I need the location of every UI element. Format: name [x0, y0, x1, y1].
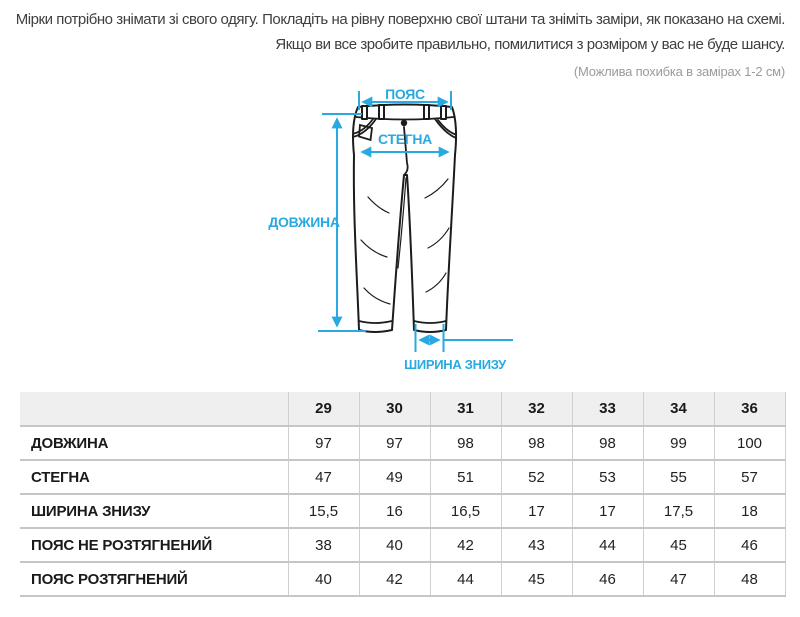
column-header: 34	[643, 392, 714, 426]
table-row	[20, 528, 785, 562]
table-cell: 46	[572, 562, 643, 596]
instruction-line-1: Мірки потрібно знімати зі свого одягу. Покладіть на рівну поверхню свої штани та зніміть заміри, як показано на схемі.	[15, 11, 785, 28]
table-cell: 47	[288, 460, 359, 494]
table-cell: 98	[430, 426, 501, 460]
size-table	[20, 392, 786, 597]
table-cell: 98	[501, 426, 572, 460]
header-instructions	[15, 7, 785, 79]
table-cell: 38	[288, 528, 359, 562]
table-cell: 44	[572, 528, 643, 562]
row-label: ДОВЖИНА	[20, 426, 288, 460]
table-cell: 17	[501, 494, 572, 528]
table-cell: 17	[572, 494, 643, 528]
column-header: 33	[572, 392, 643, 426]
row-label: ПОЯС НЕ РОЗТЯГНЕНИЙ	[20, 528, 288, 562]
table-row	[20, 562, 785, 596]
table-cell: 42	[359, 562, 430, 596]
tolerance-note: (Можлива похибка в замірах 1-2 см)	[573, 64, 785, 79]
column-header: 29	[288, 392, 359, 426]
instruction-line-2: Якщо ви все зробите правильно, помилитися з розміром у вас не буде шансу.	[275, 36, 785, 53]
hips-label: СТЕГНА	[377, 131, 433, 147]
table-cell: 55	[643, 460, 714, 494]
table-cell: 48	[714, 562, 785, 596]
column-header: 32	[501, 392, 572, 426]
table-cell: 42	[430, 528, 501, 562]
column-header: 36	[714, 392, 785, 426]
bottom-width-label: ШИРИНА ЗНИЗУ	[404, 357, 506, 372]
waist-label: ПОЯС	[385, 86, 425, 102]
table-cell: 15,5	[288, 494, 359, 528]
length-label: ДОВЖИНА	[268, 214, 340, 230]
table-corner-cell	[20, 392, 288, 426]
row-label: ШИРИНА ЗНИЗУ	[20, 494, 288, 528]
row-label: ПОЯС РОЗТЯГНЕНИЙ	[20, 562, 288, 596]
column-header: 30	[359, 392, 430, 426]
table-row	[20, 460, 785, 494]
table-cell: 46	[714, 528, 785, 562]
table-cell: 18	[714, 494, 785, 528]
pants-measurement-diagram	[240, 85, 555, 385]
table-cell: 45	[643, 528, 714, 562]
table-cell: 97	[288, 426, 359, 460]
pants-diagram-svg	[240, 85, 555, 385]
column-header: 31	[430, 392, 501, 426]
table-cell: 17,5	[643, 494, 714, 528]
table-cell: 99	[643, 426, 714, 460]
table-cell: 40	[288, 562, 359, 596]
table-cell: 45	[501, 562, 572, 596]
table-cell: 40	[359, 528, 430, 562]
table-cell: 16,5	[430, 494, 501, 528]
table-cell: 52	[501, 460, 572, 494]
table-header-row	[20, 392, 785, 426]
table-cell: 100	[714, 426, 785, 460]
table-cell: 57	[714, 460, 785, 494]
table-cell: 51	[430, 460, 501, 494]
row-label: СТЕГНА	[20, 460, 288, 494]
table-cell: 98	[572, 426, 643, 460]
table-cell: 49	[359, 460, 430, 494]
table-cell: 97	[359, 426, 430, 460]
table-cell: 47	[643, 562, 714, 596]
table-cell: 43	[501, 528, 572, 562]
table-cell: 16	[359, 494, 430, 528]
table-row	[20, 494, 785, 528]
length-measurement	[268, 114, 366, 331]
table-cell: 44	[430, 562, 501, 596]
table-row	[20, 426, 785, 460]
button	[401, 120, 407, 126]
table-cell: 53	[572, 460, 643, 494]
